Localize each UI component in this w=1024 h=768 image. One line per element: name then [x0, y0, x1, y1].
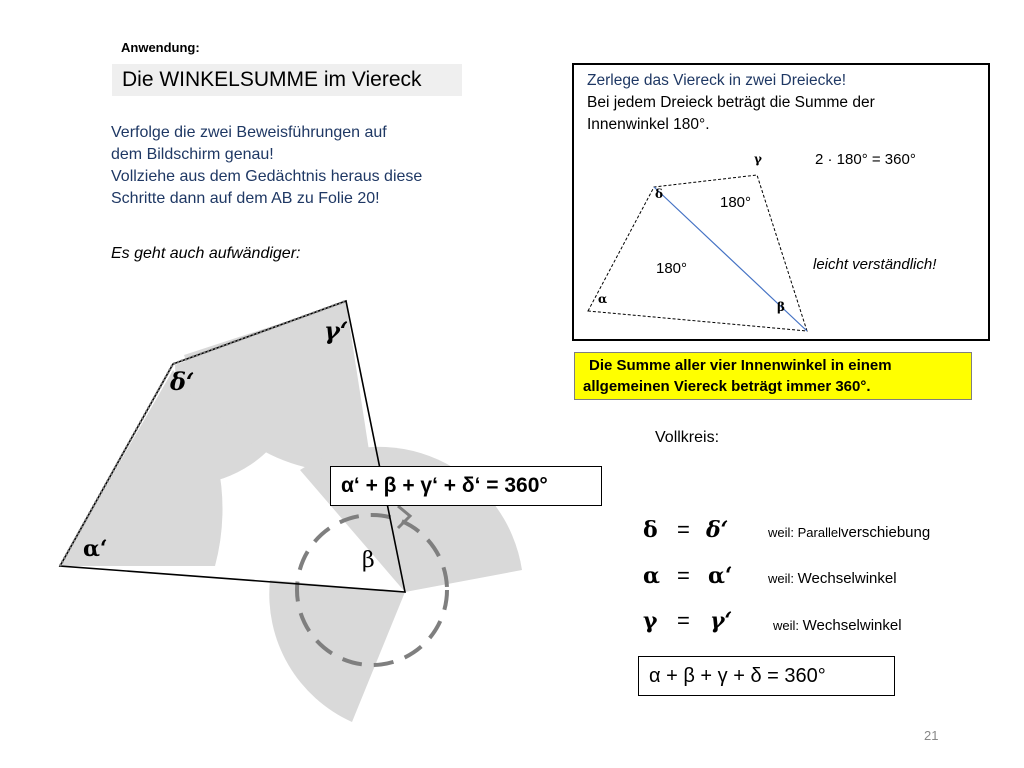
eq-delta-reason: weil: Parallelverschiebung	[768, 524, 931, 541]
proof-line: Zerlege das Viereck in zwei Dreiecke!	[587, 72, 847, 89]
angle-alpha-prime: α‘	[83, 536, 108, 562]
slide-title: Die WINKELSUMME im Viereck	[112, 64, 462, 96]
slide-label: Anwendung:	[121, 40, 200, 55]
instruction-line: Verfolge die zwei Beweisführungen auf	[111, 124, 387, 141]
eq-gamma-reason: weil: Wechselwinkel	[773, 617, 902, 634]
eq-delta-right: δ‘	[706, 517, 729, 543]
angle-gamma-prime: γ‘	[324, 316, 349, 345]
conclusion-line: allgemeinen Viereck beträgt immer 360°.	[583, 378, 871, 395]
upper-triangle-sum: 180°	[720, 194, 752, 211]
small-alpha: α	[598, 292, 608, 306]
eq-gamma-right: γ‘	[710, 608, 733, 634]
proof-line: Innenwinkel 180°.	[587, 116, 710, 133]
sum-equation-text: α‘ + β + γ‘ + δ‘ = 360°	[341, 474, 548, 497]
conclusion-line: Die Summe aller vier Innenwinkel in einem	[589, 357, 892, 374]
conclusion-box	[574, 352, 972, 400]
angle-delta-prime: δ‘	[170, 367, 195, 396]
angle-beta: β	[362, 548, 375, 573]
final-equation: α + β + γ + δ = 360°	[649, 665, 826, 687]
eq-gamma-sign: =	[677, 608, 690, 633]
proof-line: Bei jedem Dreieck beträgt die Summe der	[587, 94, 875, 111]
eq-gamma-left: γ	[643, 608, 658, 634]
instruction-line: Vollziehe aus dem Gedächtnis heraus diese	[111, 168, 423, 185]
small-beta: β	[777, 300, 785, 314]
full-circle-label: Vollkreis:	[655, 429, 720, 446]
small-delta: δ	[655, 187, 664, 201]
comment: leicht verständlich!	[813, 256, 937, 273]
calculation: 2 · 180° = 360°	[815, 151, 916, 168]
instruction-line: Schritte dann auf dem AB zu Folie 20!	[111, 190, 380, 207]
eq-delta-left: δ	[643, 517, 658, 543]
alternative-label: Es geht auch aufwändiger:	[111, 245, 301, 262]
eq-alpha-reason: weil: Wechselwinkel	[768, 570, 897, 587]
instruction-line: dem Bildschirm genau!	[111, 146, 274, 163]
eq-delta-sign: =	[677, 517, 690, 542]
eq-alpha-right: α‘	[708, 563, 733, 589]
page-number: 21	[924, 728, 939, 743]
eq-alpha-sign: =	[677, 563, 690, 588]
lower-triangle-sum: 180°	[656, 260, 688, 277]
small-gamma: γ	[754, 152, 762, 166]
final-equation-box	[638, 656, 895, 696]
eq-alpha-left: α	[643, 563, 660, 589]
